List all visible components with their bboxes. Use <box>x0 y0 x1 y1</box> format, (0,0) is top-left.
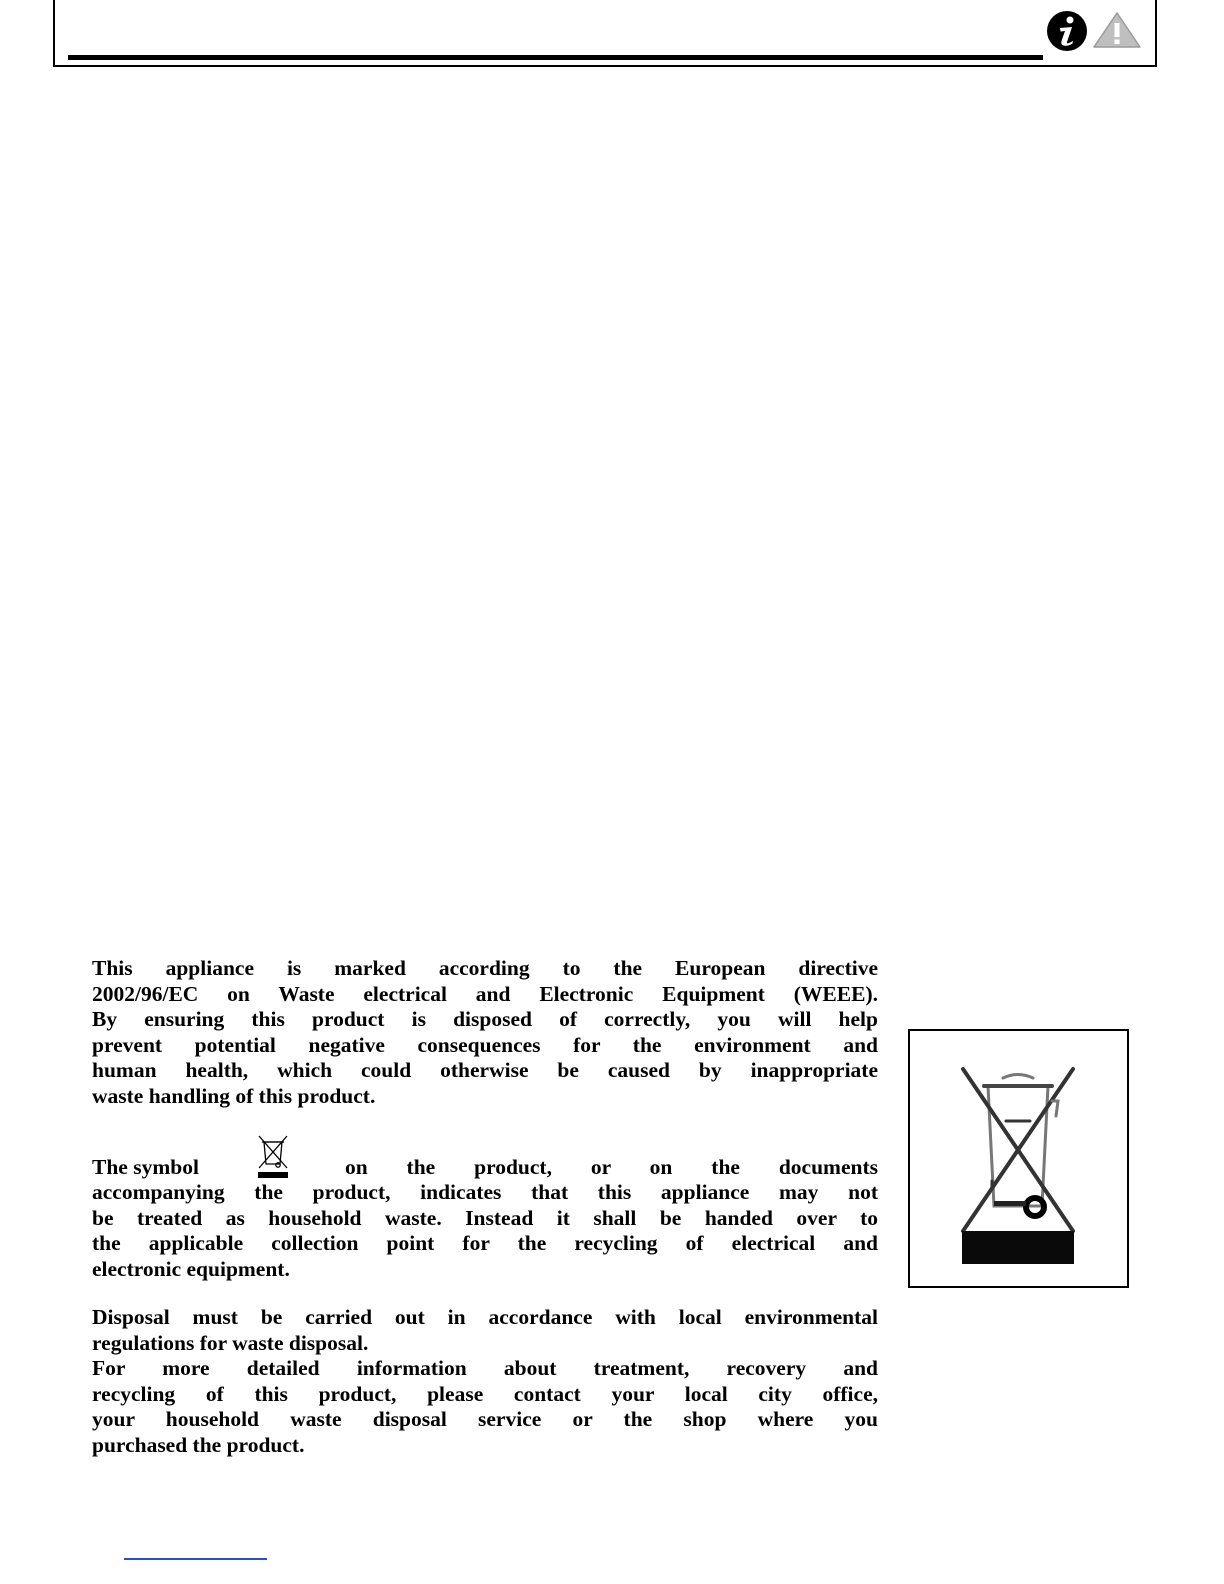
text-line: be treated as household waste. Instead it shall be handed over to <box>92 1205 878 1230</box>
text-line: Disposal must be carried out in accordance with local environmental <box>92 1305 878 1329</box>
text-line: prevent potential negative consequences for the environment and <box>92 1032 878 1057</box>
text-line: electronic equipment. <box>92 1256 290 1281</box>
text-line: human health, which could otherwise be caused by inappropriate <box>92 1058 878 1082</box>
text-line: on the product, or on the documents <box>344 1154 878 1179</box>
inline-weee-bin-icon <box>253 1134 293 1180</box>
weee-symbol-box <box>908 1029 1129 1288</box>
header-rule <box>68 55 1043 60</box>
footer-link-underline <box>124 1558 267 1560</box>
text-line: the applicable collection point for the recycling of electrical and <box>92 1231 878 1255</box>
text-line: recycling of this product, please contact your local city office, <box>92 1381 878 1406</box>
info-icon <box>1046 10 1088 52</box>
text-line: purchased the product. <box>92 1432 305 1457</box>
text-line: By ensuring this product is disposed of correctly, you will help <box>92 1007 878 1031</box>
warning-triangle-icon <box>1092 11 1142 49</box>
text-line: waste handling of this product. <box>92 1083 376 1108</box>
crossed-out-wheelie-bin-icon <box>958 1061 1078 1267</box>
symbol-line <box>92 1134 878 1180</box>
text-line: regulations for waste disposal. <box>92 1330 369 1355</box>
text-line: accompanying the product, indicates that this appliance may not <box>92 1180 878 1204</box>
weee-notice <box>92 956 878 1458</box>
text-line: your household waste disposal service or the shop where you <box>92 1407 878 1431</box>
text-line: 2002/96/EC on Waste electrical and Electronic Equipment (WEEE). <box>92 981 878 1006</box>
text-line: The symbol <box>92 1154 199 1179</box>
text-line: For more detailed information about treatment, recovery and <box>92 1356 878 1380</box>
text-line: This appliance is marked according to the European directive <box>92 956 878 980</box>
